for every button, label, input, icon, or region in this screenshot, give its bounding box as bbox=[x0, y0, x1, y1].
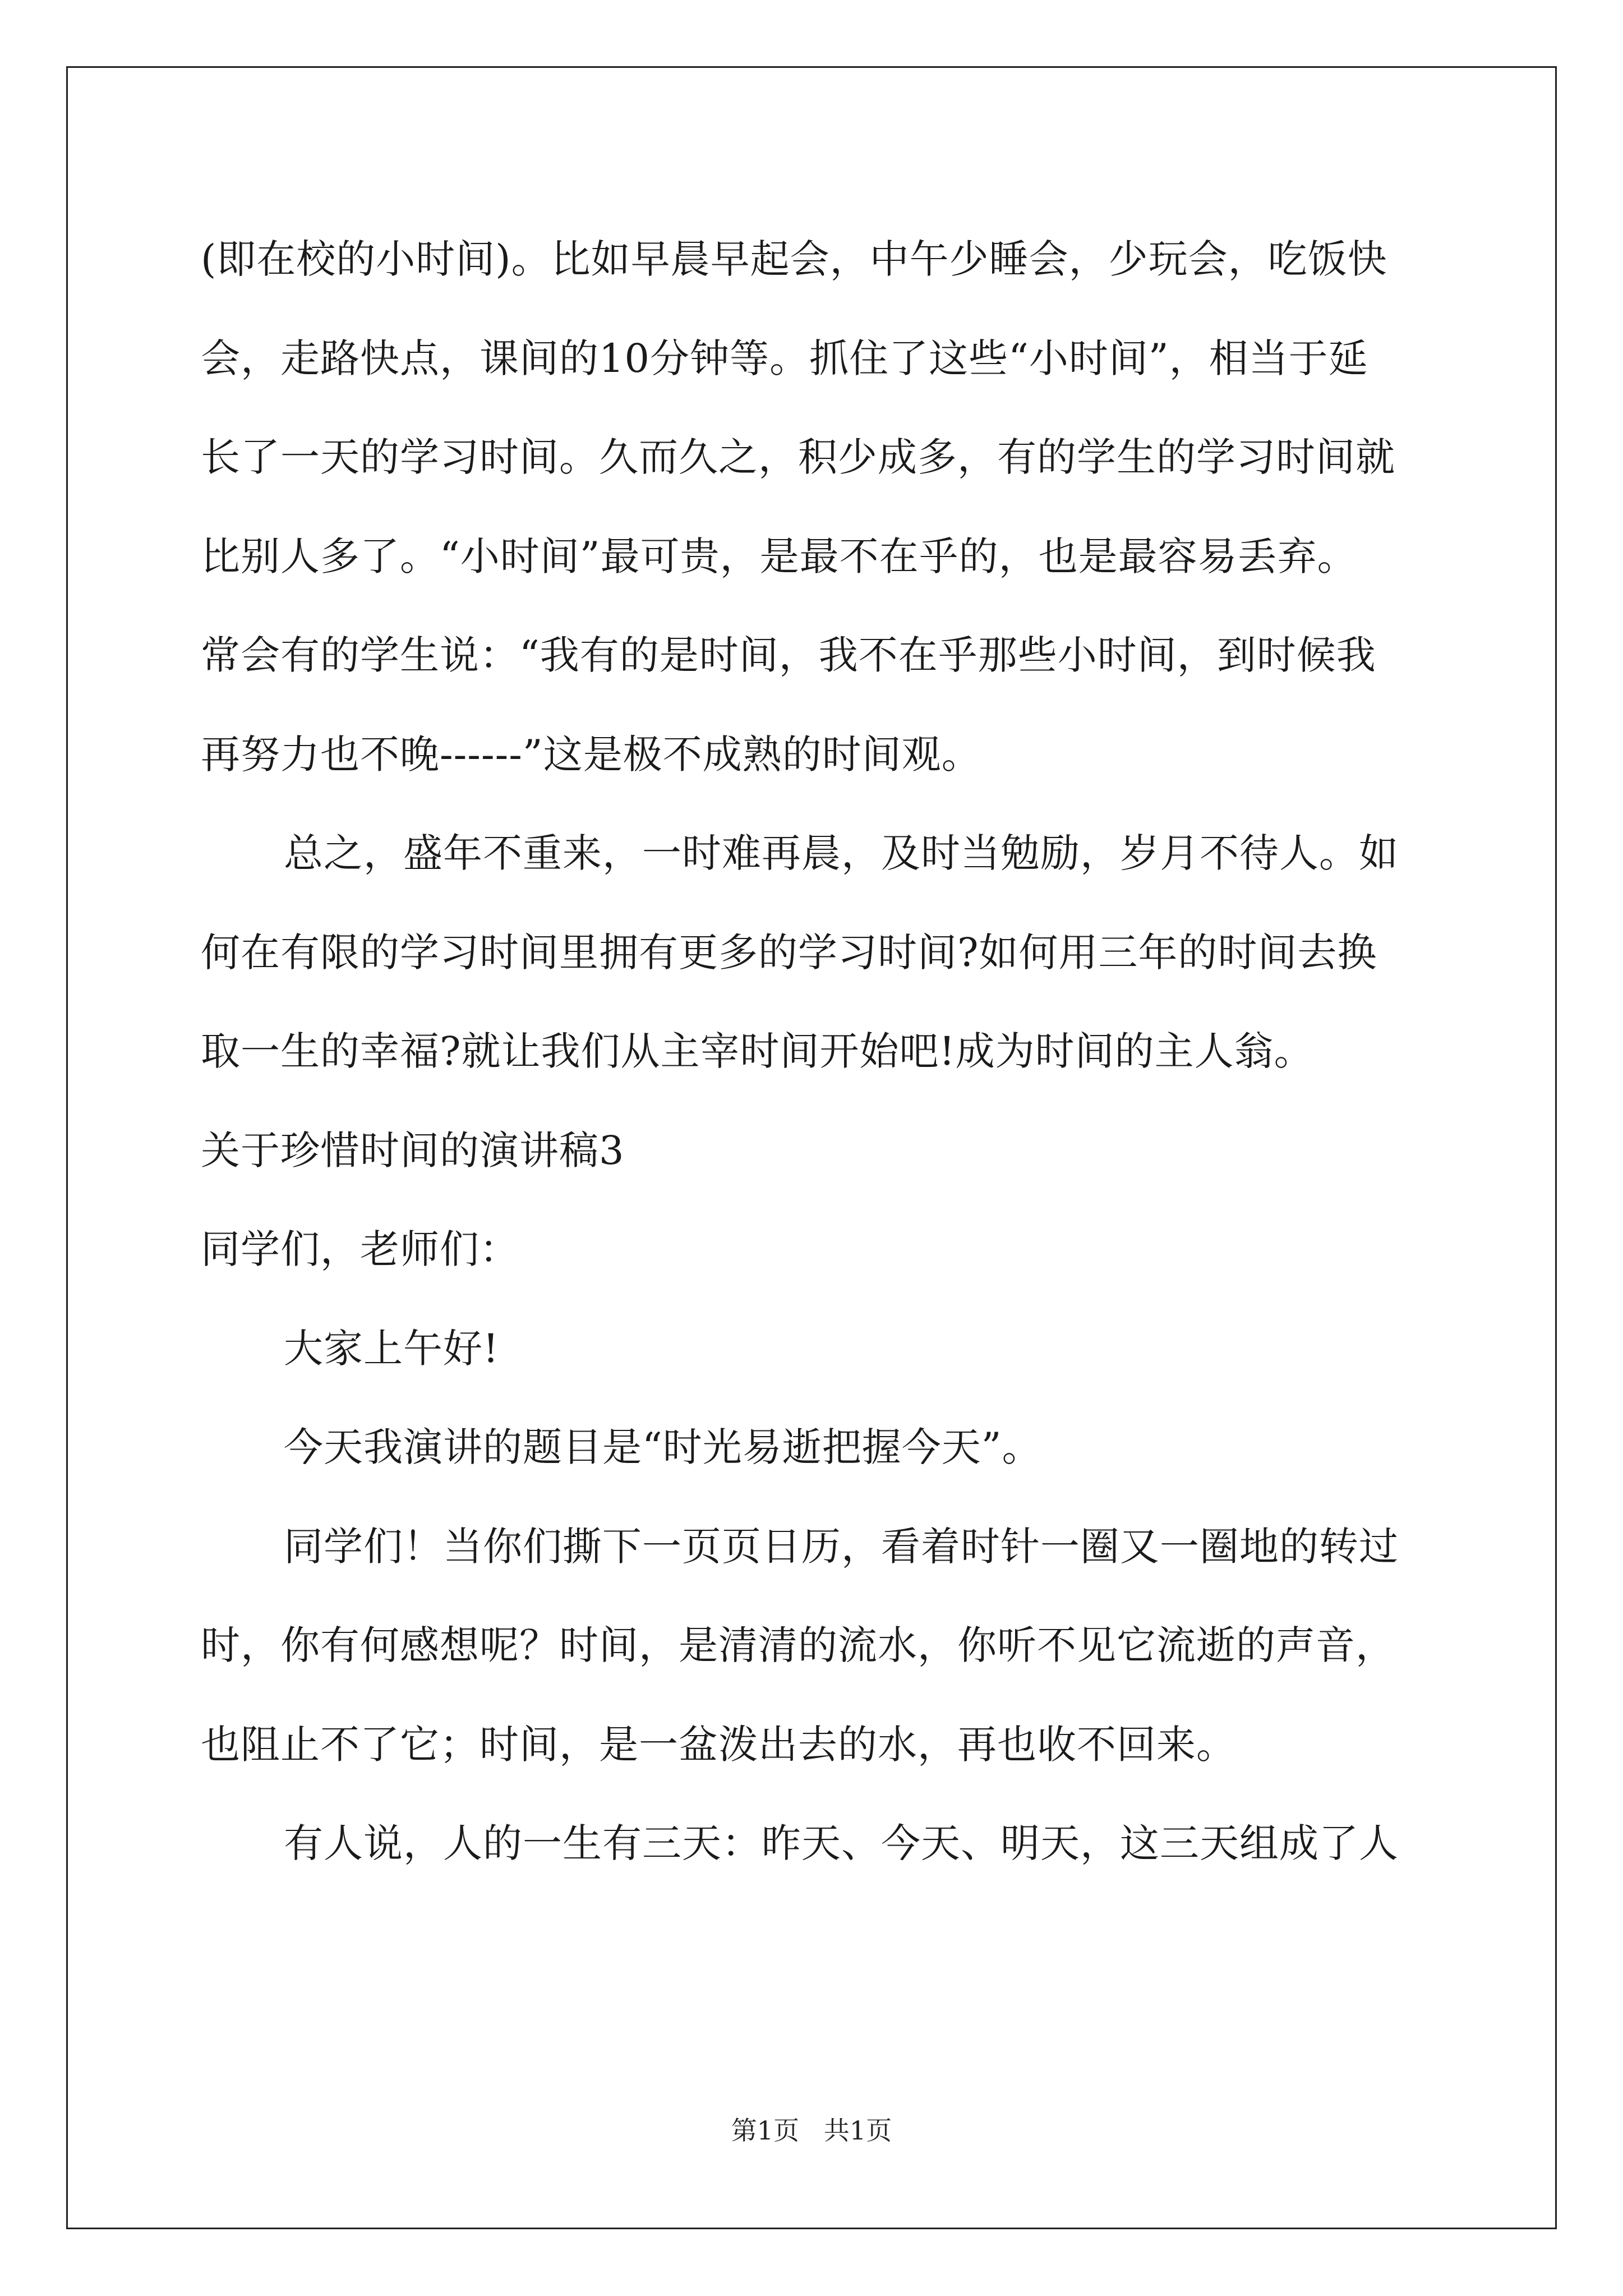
text-line: 长了一天的学习时间。久而久之，积少成多，有的学生的学习时间就 bbox=[201, 434, 1395, 480]
paragraph-first-line: 同学们！当你们撕下一页页日历，看着时针一圈又一圈地的转过 bbox=[284, 1523, 1399, 1570]
paragraph-first-line: 总之，盛年不重来，一时难再晨，及时当勉励，岁月不待人。如 bbox=[284, 830, 1399, 876]
text-line: 时，你有何感想呢？时间，是清清的流水，你听不见它流逝的声音， bbox=[201, 1622, 1395, 1668]
section-heading: 关于珍惜时间的演讲稿3 bbox=[201, 1127, 625, 1174]
greeting: 大家上午好! bbox=[284, 1325, 500, 1372]
text-line: 取一生的幸福?就让我们从主宰时间开始吧!成为时间的主人翁。 bbox=[201, 1028, 1314, 1074]
paragraph-first-line: 有人说，人的一生有三天：昨天、今天、明天，这三天组成了人 bbox=[284, 1820, 1399, 1866]
document-body bbox=[201, 210, 1429, 1893]
text-line: 比别人多了。“小时间”最可贵，是最不在乎的，也是最容易丢弃。 bbox=[201, 533, 1357, 579]
salutation: 同学们，老师们： bbox=[201, 1226, 519, 1272]
page-footer: 第1页 共1页 bbox=[731, 2115, 892, 2146]
text-line: 会，走路快点，课间的10分钟等。抓住了这些“小时间”，相当于延 bbox=[201, 335, 1368, 381]
text-line: 再努力也不晚------”这是极不成熟的时间观。 bbox=[201, 731, 981, 777]
text-line: 常会有的学生说：“我有的是时间，我不在乎那些小时间，到时候我 bbox=[201, 632, 1376, 678]
text-line: (即在校的小时间)。比如早晨早起会，中午少睡会，少玩会，吃饭快 bbox=[201, 236, 1387, 282]
text-line: 何在有限的学习时间里拥有更多的学习时间?如何用三年的时间去换 bbox=[201, 929, 1377, 976]
paragraph-first-line: 今天我演讲的题目是“时光易逝把握今天”。 bbox=[284, 1424, 1042, 1470]
text-line: 也阻止不了它；时间，是一盆泼出去的水，再也收不回来。 bbox=[201, 1721, 1236, 1768]
